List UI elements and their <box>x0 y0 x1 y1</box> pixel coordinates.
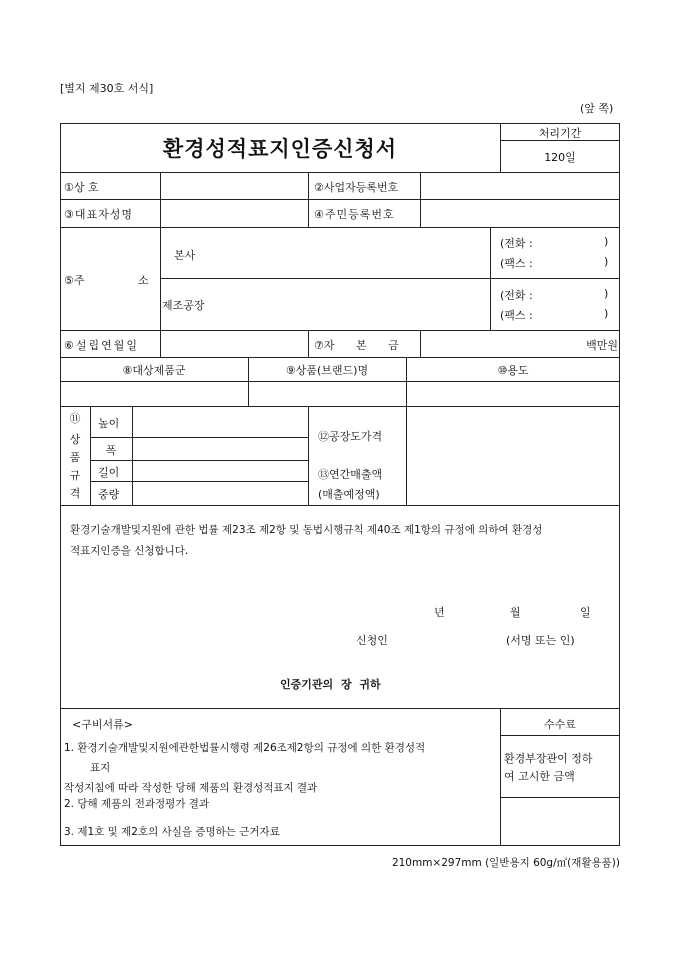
capital-unit: 백만원 <box>586 339 618 352</box>
declaration-line2: 적표지인증을 신청합니다. <box>70 545 189 557</box>
height-label: 높이 <box>98 417 120 430</box>
weight-label: 중량 <box>98 488 120 501</box>
factory-fax-label: (팩스 : <box>500 309 533 322</box>
established-label: ⑥설립연월일 <box>64 339 139 352</box>
expected-sales-label: (매출예정액) <box>318 488 380 501</box>
paren-close: ) <box>604 307 609 320</box>
paper-spec: 210mm×297mm (일반용지 60g/㎡(재활용품)) <box>391 857 620 869</box>
product-group-label: ⑧대상제품군 <box>122 364 186 377</box>
head-office-label: 본사 <box>174 249 196 262</box>
form-title: 환경성적표지인증신청서 <box>162 136 398 161</box>
date-year: 년 <box>434 606 445 619</box>
addressee: 인증기관의 장 귀하 <box>280 678 381 691</box>
factory-price-label: ⑫공장도가격 <box>318 430 383 443</box>
usage-label: ⑩용도 <box>497 364 529 377</box>
page-side: (앞 쪽) <box>580 102 614 115</box>
spec-char: 규 <box>69 469 81 482</box>
date-month: 월 <box>510 606 521 619</box>
head-office-phone-label: (전화 : <box>500 237 533 250</box>
document-item1-line3: 작성지침에 따라 작성한 당해 제품의 환경성적표지 결과 <box>64 782 318 794</box>
declaration-line1: 환경기술개발및지원에 관한 법률 제23조 제2항 및 동법시행규칙 제40조 제1항의 규정에 의하여 환경성 <box>70 524 543 536</box>
paren-close: ) <box>604 235 609 248</box>
factory-phone-label: (전화 : <box>500 289 533 302</box>
document-item3: 3. 제1호 및 제2호의 사실을 증명하는 근거자료 <box>64 826 280 838</box>
head-office-fax-label: (팩스 : <box>500 257 533 270</box>
fee-value-line2: 여 고시한 금액 <box>504 770 575 783</box>
date-day: 일 <box>580 606 591 619</box>
fee-label: 수수료 <box>544 718 576 731</box>
applicant-label: 신청인 <box>356 634 388 647</box>
company-name-label: ①상 호 <box>64 181 99 194</box>
processing-period: 120일 <box>544 151 576 164</box>
signature-label: (서명 또는 인) <box>506 634 575 647</box>
business-reg-label: ②사업자등록번호 <box>314 181 399 194</box>
paren-close: ) <box>604 287 609 300</box>
form-id: [별지 제30호 서식] <box>60 82 154 95</box>
annual-sales-label: ⑬연간매출액 <box>318 468 383 481</box>
spec-char: 품 <box>69 451 81 464</box>
document-item1-line1: 1. 환경기술개발및지원에관한법률시행령 제26조제2항의 규정에 의한 환경성적 <box>64 742 426 754</box>
length-label: 길이 <box>98 466 120 479</box>
document-item2: 2. 당해 제품의 전과정평가 결과 <box>64 798 210 810</box>
capital-label: ⑦자 본 금 <box>314 339 399 352</box>
width-label: 폭 <box>105 444 117 457</box>
paren-close: ) <box>604 255 609 268</box>
application-form <box>60 123 620 846</box>
fee-value-line1: 환경부장관이 정하 <box>504 752 593 765</box>
document-item1-line2: 표지 <box>90 762 111 774</box>
documents-heading: <구비서류> <box>72 718 133 731</box>
spec-marker: ⑪ <box>69 412 81 425</box>
resident-no-label: ④주민등록번호 <box>314 208 395 221</box>
spec-char: 격 <box>69 487 81 500</box>
representative-label: ③대표자성명 <box>64 208 133 221</box>
address-label: ⑤주 소 <box>64 274 149 287</box>
processing-label: 처리기간 <box>538 127 582 140</box>
factory-label: 제조공장 <box>162 299 205 312</box>
spec-char: 상 <box>69 433 81 446</box>
brand-label: ⑨상품(브랜드)명 <box>285 364 369 377</box>
